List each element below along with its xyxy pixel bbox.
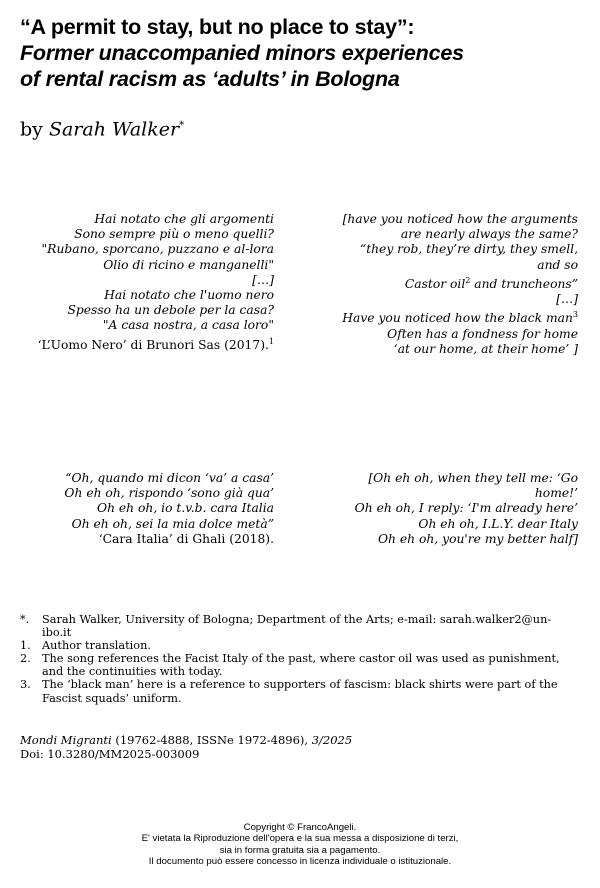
verse-line: Oh eh oh, I reply: ‘I'm already here’: [354, 501, 578, 516]
verse-line: home!’: [534, 486, 578, 501]
copyright-line: sia in forma gratuita sia a pagamento.: [219, 844, 381, 856]
epigraph-source-text: ‘L’Uomo Nero’ di Brunori Sas (2017).: [37, 337, 269, 352]
footnote-text: The ‘black man’ here is a reference to supporters of fascism: black shirts were part of the Fascist squads’ uniform.: [42, 678, 558, 705]
journal-line: [20, 733, 352, 747]
journal-issn: (19762-4888, ISSNe 1972-4896),: [111, 733, 312, 747]
verse-text: and truncheons”: [474, 276, 578, 291]
copyright-line: E' vietata la Riproduzione dell'opera e la sua messa a disposizione di terzi,: [141, 833, 459, 845]
title-line-2: Former unaccompanied minors experiences: [20, 41, 464, 65]
footnote-marker: 1.: [20, 639, 31, 653]
title-line-3: of rental racism as ‘adults’ in Bologna: [20, 67, 400, 91]
verse-line: Sono sempre più o meno quelli?: [74, 227, 274, 242]
verse-line: Oh eh oh, I.L.Y. dear Italy: [418, 516, 578, 531]
verse-line: and so: [537, 257, 578, 272]
epigraph-source: ‘Cara Italia’ di Ghali (2018).: [98, 531, 274, 546]
copyright-notice: [0, 822, 600, 868]
verse-line: “Oh, quando mi dicon ‘va’ a casa’: [65, 471, 274, 485]
verse-line: Oh eh oh, io t.v.b. cara Italia: [96, 501, 274, 516]
journal-issue: 3/2025: [311, 733, 353, 747]
verse-line: Olio di ricino e manganelli": [103, 257, 274, 272]
verse-line: Hai notato che l'uomo nero: [104, 288, 274, 303]
footnote-2: [20, 652, 580, 678]
verse-line: Oh eh oh, rispondo ‘sono già qua’: [64, 486, 274, 501]
copyright-line: Copyright © FrancoAngeli.: [243, 822, 357, 833]
epigraph-translation-1: [320, 212, 578, 357]
verse-line: [have you noticed how the arguments: [342, 212, 578, 226]
copyright-line: Il documento può essere concesso in licenza individuale o istituzionale.: [148, 856, 452, 868]
doi: Doi: 10.3280/MM2025-003009: [20, 747, 200, 761]
footnote-3: [20, 678, 580, 704]
epigraph-italian-1: [20, 212, 274, 353]
epigraph-translation-2: [320, 471, 578, 547]
footnote-author: [20, 613, 580, 639]
footnote-ref-2: 2: [465, 275, 471, 285]
title-line-1: “A permit to stay, but no place to stay”:: [20, 15, 415, 39]
footnote-text: Sarah Walker, University of Bologna; Department of the Arts; e-mail: sarah.walker2@un-ibo.it: [42, 613, 552, 640]
verse-line: Hai notato che gli argomenti: [94, 212, 274, 226]
verse-line: [Oh eh oh, when they tell me: ‘Go: [368, 471, 578, 485]
footnote-ref-1: 1: [268, 336, 274, 346]
author-footnote-marker: *: [179, 120, 185, 131]
article-title: [20, 14, 580, 92]
epigraph-italian-2: [20, 471, 274, 547]
verse-line: "A casa nostra, a casa loro": [102, 318, 274, 333]
verse-line: […]: [252, 272, 274, 287]
verse-line: “they rob, they’re dirty, they smell,: [359, 242, 578, 257]
footnote-marker: 2.: [20, 652, 31, 666]
byline-prefix: by: [20, 118, 49, 141]
verse-line: Spesso ha un debole per la casa?: [67, 303, 274, 318]
verse-line: Often has a fondness for home: [387, 326, 578, 341]
verse-text: Have you noticed how the black man: [342, 311, 573, 326]
verse-line: are nearly always the same?: [400, 227, 578, 242]
author-name: Sarah Walker: [48, 118, 180, 141]
footnote-1: [20, 639, 580, 652]
byline: [20, 114, 184, 141]
verse-line: "Rubano, sporcano, puzzano e al-lora: [41, 242, 274, 257]
footnote-marker: *.: [20, 613, 30, 626]
journal-name: Mondi Migranti: [20, 733, 112, 747]
verse-line: ‘at our home, at their home’ ]: [393, 341, 578, 356]
epigraph-source: [20, 334, 274, 353]
footnote-text: The song references the Facist Italy of the past, where castor oil was used as punishment, and the continuities with today.: [42, 652, 560, 679]
footnote-text: Author translation.: [42, 639, 151, 653]
footnote-ref-3: 3: [572, 310, 578, 320]
verse-line: Oh eh oh, you're my better half]: [377, 531, 578, 546]
footnote-marker: 3.: [20, 678, 31, 692]
verse-text: Castor oil: [404, 276, 466, 291]
footnotes: [20, 613, 580, 705]
verse-line: Oh eh oh, sei la mia dolce metà”: [71, 516, 274, 531]
verse-line: […]: [556, 292, 578, 307]
verse-line: [320, 273, 578, 292]
journal-citation: [20, 733, 352, 761]
verse-line: [320, 307, 578, 326]
